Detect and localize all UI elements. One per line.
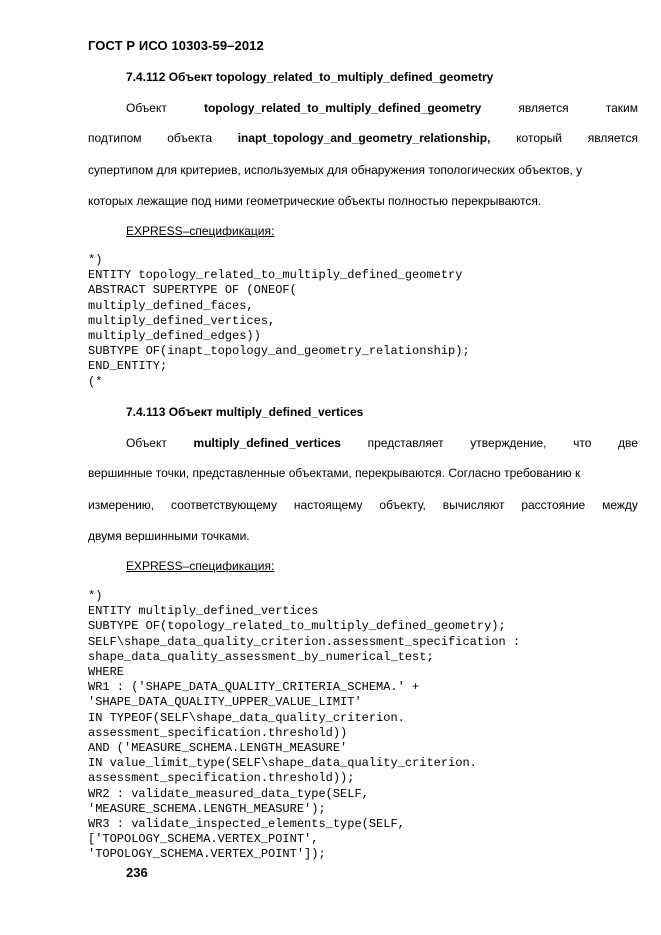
entity-name: inapt_topology_and_geometry_relationship, <box>237 131 491 145</box>
paragraph-112-line-1 <box>126 101 638 115</box>
text: который <box>516 131 562 145</box>
entity-name: multiply_defined_vertices <box>193 436 341 450</box>
paragraph-113-line-1 <box>126 436 638 450</box>
paragraph-112-line-3: супертипом для критериев, используемых для обнаружения топологических объектов, у <box>88 163 583 177</box>
text: объекта <box>167 131 212 145</box>
paragraph-113-line-4: двумя вершинными точками. <box>88 529 250 543</box>
document-header: ГОСТ Р ИСО 10303-59–2012 <box>88 38 264 53</box>
entity-name: topology_related_to_multiply_defined_geometry <box>203 101 482 115</box>
text: что <box>573 436 592 450</box>
text: вычисляют <box>442 498 505 512</box>
text: является <box>518 101 569 115</box>
paragraph-113-line-3 <box>88 498 638 512</box>
text: соответствующему <box>171 498 278 512</box>
text: между <box>602 498 638 512</box>
section-heading-113: 7.4.113 Объект multiply_defined_vertices <box>126 405 364 419</box>
express-code-112: *) ENTITY topology_related_to_multiply_defined_geometry ABSTRACT SUPERTYPE OF (ONEOF( multiply_defined_faces, multiply_defined_vertices, multiply_defined_edges)) SUBTYPE OF(inapt_topology_and_geometry_relationship); END_ENTITY; (* <box>88 253 470 389</box>
section-heading-112: 7.4.112 Объект topology_related_to_multiply_defined_geometry <box>126 70 494 84</box>
text: расстояние <box>521 498 586 512</box>
text: Объект <box>126 101 167 115</box>
text: Объект <box>126 436 167 450</box>
text: является <box>587 131 638 145</box>
text: объекту, <box>379 498 426 512</box>
text: представляет <box>367 436 444 450</box>
express-label-113: EXPRESS–спецификация: <box>126 559 275 573</box>
page-number: 236 <box>126 865 148 880</box>
express-label-112: EXPRESS–спецификация: <box>126 224 275 238</box>
text: таким <box>605 101 638 115</box>
express-code-113: *) ENTITY multiply_defined_vertices SUBTYPE OF(topology_related_to_multiply_defined_geometry); SELF\shape_data_quality_criterion.assessment_specification : shape_data_quality_assessment_by_numerical_test; WHERE WR1 : ('SHAPE_DATA_QUALITY_CRITERIA_SCHEMA.' + 'SHAPE_DATA_QUALITY_UPPER_VALUE_LIMIT' IN TYPEOF(SELF\shape_data_quality_criterion. assessment_specification.threshold)) AND ('MEASURE_SCHEMA.LENGTH_MEASURE' IN value_limit_type(SELF\shape_data_quality_criterion. assessment_specification.threshold)); WR2 : validate_measured_data_type(SELF, 'MEASURE_SCHEMA.LENGTH_MEASURE'); WR3 : validate_inspected_elements_type(SELF, ['TOPOLOGY_SCHEMA.VERTEX_POINT', 'TOPOLOGY_SCHEMA.VERTEX_POINT']); <box>88 589 521 862</box>
paragraph-113-line-2: вершинные точки, представленные объектами, перекрываются. Согласно требованию к <box>88 466 581 480</box>
text: утверждение, <box>470 436 547 450</box>
text: подтипом <box>88 131 142 145</box>
text: измерению, <box>88 498 155 512</box>
paragraph-112-line-4: которых лежащие под ними геометрические объекты полностью перекрываются. <box>88 194 542 208</box>
text: настоящему <box>293 498 363 512</box>
text: две <box>618 436 638 450</box>
paragraph-112-line-2 <box>88 131 638 145</box>
